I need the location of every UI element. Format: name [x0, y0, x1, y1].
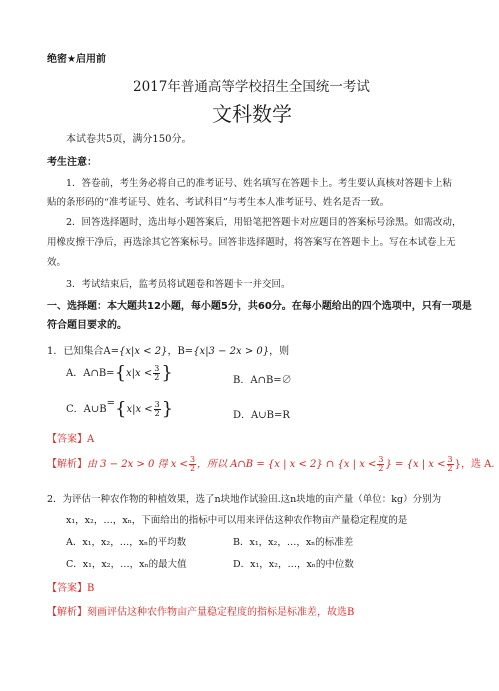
q1-option-c: C．A∪B={x|x < $\frac{3}{2}$ }: [66, 398, 174, 420]
q2-option-b: B．x₁，x₂，…，xₙ的标准差: [233, 537, 354, 548]
frac-num: 3: [154, 400, 160, 409]
q1-option-a: A．A∩B={x|x < $\frac{3}{2}$ }: [66, 362, 173, 384]
q1-analysis-p1: 由 3 − 2x > 0 得 x <: [87, 459, 188, 470]
q1-opt-c-set: x|x <: [126, 404, 153, 415]
q1-opt-c-eq: =: [106, 398, 115, 409]
q1-set-b: {x|3 − 2x > 0}: [193, 346, 270, 357]
q1-analysis-p4: }，选 A.: [454, 459, 495, 470]
q1-analysis-p3: } = {x | x <: [385, 459, 446, 470]
q1-option-b: B．A∩B=∅: [233, 375, 292, 386]
frac-den: 2: [378, 464, 384, 473]
q1-answer: 【答案】A: [47, 434, 95, 445]
notice-2-line3: 效。: [47, 257, 67, 268]
q1-option-d: D．A∪B=R: [233, 410, 290, 421]
frac-num: 3: [189, 455, 196, 464]
notice-2-line2: 用橡皮擦干净后，再选涂其它答案标号。回答非选择题时，将答案写在答题卡上。写在本试卷上无: [47, 237, 456, 248]
frac-den: 2: [189, 464, 196, 473]
frac-num: 3: [447, 455, 453, 464]
notice-1-line1: 1．答卷前，考生务必将自己的准考证号、姓名填写在答题卡上。考生要认真核对答题卡上粘: [66, 178, 453, 189]
secret-label: 绝密★启用前: [47, 54, 106, 65]
q1-stem-suffix: ，则: [269, 346, 290, 357]
q2-answer: 【答案】B: [47, 583, 95, 594]
q1-opt-a-label: A．A∩B=: [66, 368, 115, 379]
pages-note: 本试卷共5页，满分150分。: [66, 134, 192, 145]
section-heading-line2: 符合题目要求的。: [47, 320, 127, 331]
q2-option-a: A．x₁，x₂，…，xₙ的平均数: [66, 537, 187, 548]
q1-stem-prefix: 1．已知集合A=: [47, 346, 119, 357]
subject-title: 文科数学: [212, 102, 292, 126]
q2-option-d: D．x₁，x₂，…，xₙ的中位数: [233, 559, 354, 570]
section-heading-line1: 一、选择题：本大题共12小题，每小题5分，共60分。在每小题给出的四个选项中，只有一项是: [47, 301, 472, 312]
q1-stem: [47, 342, 289, 357]
q1-opt-c-label: C．A∪B: [66, 404, 107, 415]
notice-2-line1: 2．回答选择题时，选出每小题答案后，用铅笔把答题卡对应题目的答案标号涂黑。如需改动，: [66, 217, 462, 228]
frac-den: 2: [447, 464, 453, 473]
exam-title: 2017年普通高等学校招生全国统一考试: [133, 79, 370, 95]
q1-stem-mid: ，B=: [167, 346, 194, 357]
notice-1-line2: 贴的条形码的“准考证号、姓名、考试科目”与考生本人准考证号、姓名是否一致。: [47, 197, 390, 208]
q1-analysis-label: 【解析】: [47, 459, 87, 470]
q1-analysis: [47, 455, 495, 473]
notice-3: 3．考试结束后，监考员将试题卷和答题卡一并交回。: [66, 279, 291, 290]
q2-analysis: 【解析】刻画评估这种农作物亩产量稳定程度的指标是标准差，故选B: [47, 607, 355, 618]
q2-stem-line1: 2．为评估一种农作物的种植效果，选了n块地作试验田.这n块地的亩产量（单位：kg）分别为: [47, 494, 442, 505]
frac-den: 2: [154, 409, 160, 418]
q2-stem-line2: x₁，x₂，…，xₙ，下面给出的指标中可以用来评估这种农作物亩产量稳定程度的是: [66, 515, 408, 526]
frac-den: 2: [154, 373, 160, 382]
q1-analysis-p2: ，所以 A∩B = {x | x < 2} ∩ {x | x <: [197, 459, 377, 470]
q1-opt-a-set: x|x <: [126, 368, 153, 379]
frac-num: 3: [378, 455, 384, 464]
notice-heading: 考生注意：: [47, 157, 97, 168]
q1-set-a: {x|x < 2}: [118, 346, 168, 357]
frac-num: 3: [154, 364, 160, 373]
q2-option-c: C．x₁，x₂，…，xₙ的最大值: [66, 559, 187, 570]
